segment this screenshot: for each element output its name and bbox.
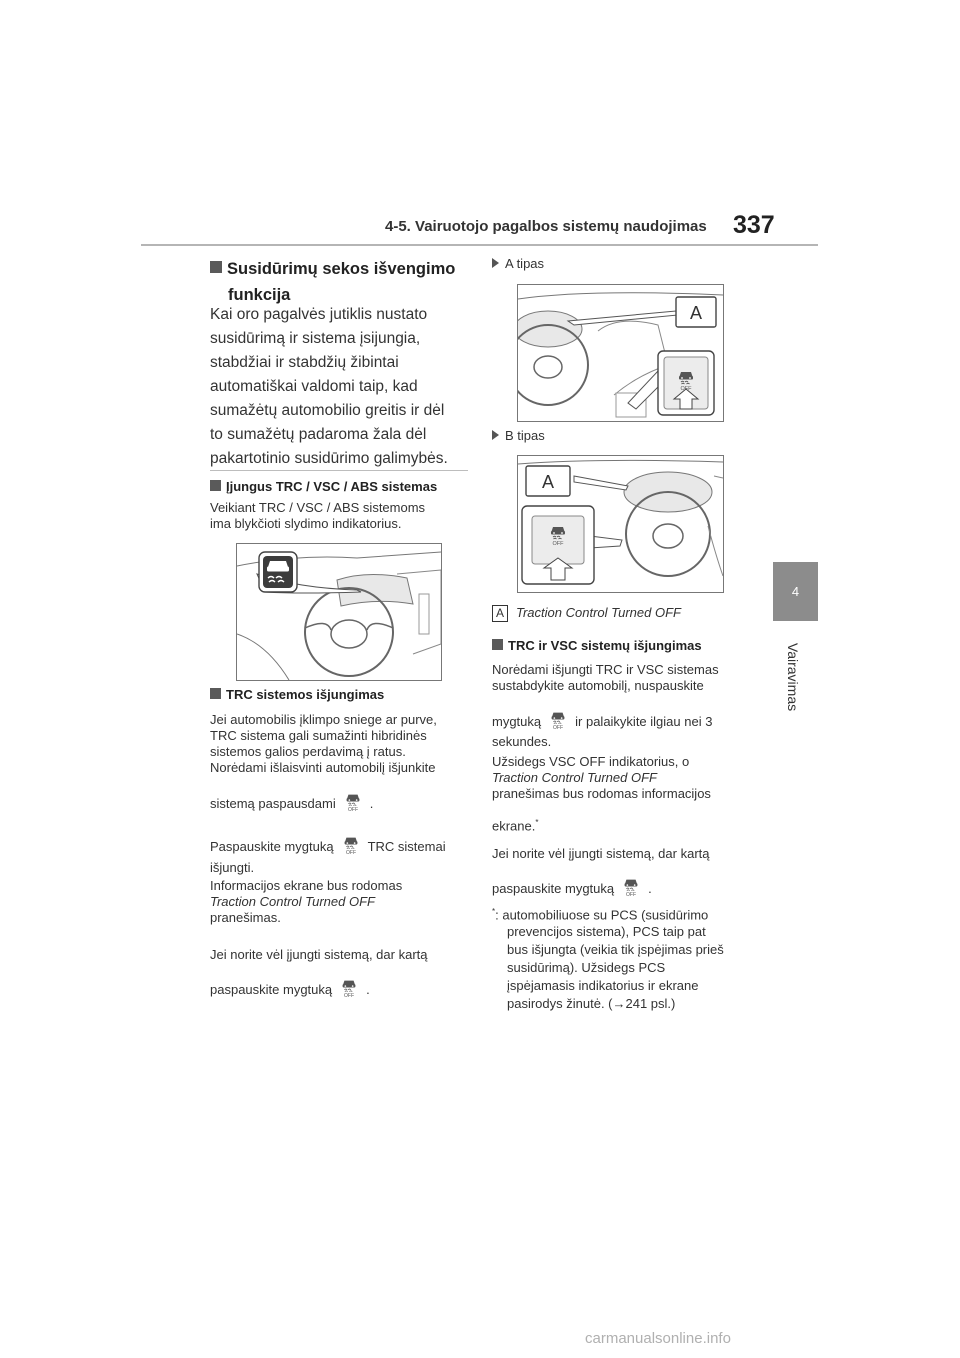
text-line: Jei automobilis įklimpo sniege ar purve, [210, 712, 437, 727]
section-divider [210, 470, 468, 471]
subheading-text: TRC sistemos išjungimas [226, 687, 385, 702]
paragraph-line: pakartotinio susidūrimo galimybės. [210, 450, 448, 467]
heading-line-1: Susidūrimų sekos išvengimo [227, 260, 456, 278]
press-button-end: išjungti. [210, 860, 255, 875]
page-number: 337 [733, 211, 775, 239]
footnote-line: prevencijos sistema), PCS taip pat [507, 924, 706, 940]
text-line: pranešimas bus rodomas informacijos [492, 786, 711, 801]
text-fragment: ir palaikykite ilgiau nei 3 [575, 714, 713, 729]
text-fragment: Paspauskite mygtuką [210, 839, 334, 854]
chapter-label [778, 632, 808, 722]
text-fragment: TRC sistemai [367, 839, 446, 854]
info-display-text [210, 878, 402, 926]
press-button-line [210, 833, 446, 855]
paragraph-line: automatiškai valdomi taip, kad [210, 378, 418, 395]
square-bullet-icon [210, 688, 221, 699]
legend-box-a: A [492, 605, 508, 622]
caption-text: Traction Control Turned OFF [516, 605, 681, 620]
watermark[interactable]: carmanualsonline.info [585, 1330, 731, 1347]
footnote-line: bus išjungta (veikia tik įspėjimas prieš [507, 942, 724, 958]
type-b-text: B tipas [505, 428, 545, 443]
trc-off-button-icon [547, 708, 569, 730]
type-a-text: A tipas [505, 256, 545, 271]
square-bullet-icon [492, 639, 503, 650]
text-fragment: sistemą paspausdami [210, 796, 336, 811]
period: . [366, 982, 370, 997]
footnote-first-line [492, 904, 752, 923]
footnote [492, 904, 752, 1013]
subheading-trc-vsc-off [492, 638, 702, 653]
trc-off-button-icon [620, 875, 642, 897]
hold-button-end: sekundes. [492, 734, 552, 749]
text-line: Norėdami išlaisvinti automobilį išjunkite [210, 760, 436, 775]
dashboard-drawing [237, 544, 441, 680]
trc-vsc-off-text [492, 662, 719, 694]
re-enable-icon-line [210, 976, 370, 998]
message-italic: Traction Control Turned OFF [210, 894, 375, 909]
collision-paragraph [210, 303, 472, 471]
paragraph-line: susidūrimą ir sistema įsijungia, [210, 330, 421, 347]
arrow-bullet-icon [492, 430, 499, 440]
slip-indicator-illustration [236, 543, 442, 681]
footnote-marker: * [492, 907, 496, 916]
subheading-trc-off [210, 687, 384, 702]
text-fragment: paspauskite mygtuką [492, 881, 615, 896]
text-line: Veikiant TRC / VSC / ABS sistemoms [210, 500, 426, 515]
vsc-off-text [492, 754, 711, 802]
header-divider [141, 244, 818, 246]
period: . [369, 796, 374, 811]
text-fragment: paspauskite mygtuką [210, 982, 333, 997]
paragraph-line: stabdžiai ir stabdžių žibintai [210, 354, 399, 371]
square-bullet-icon [210, 480, 221, 491]
square-bullet-icon [210, 261, 222, 273]
re-enable-line-right: Jei norite vėl įjungti sistemą, dar kartą [492, 846, 710, 861]
trc-off-button-icon [340, 833, 362, 855]
footnote-continuation [492, 923, 752, 1013]
trc-off-icon-line [210, 790, 373, 812]
text-fragment: mygtuką [492, 714, 542, 729]
section-title: 4-5. Vairuotojo pagalbos sistemų naudojimas [385, 218, 707, 235]
dashboard-drawing-b [518, 456, 723, 592]
text-fragment: ekrane. [492, 818, 536, 834]
vsc-off-end [492, 815, 539, 834]
text-line: Informacijos ekrane bus rodomas [210, 878, 403, 893]
type-b-label [492, 428, 545, 444]
text-line: sistemos galios perdavimą į ratus. [210, 744, 406, 759]
trc-off-button-icon [342, 790, 364, 812]
subheading-trc-vsc-abs [210, 479, 437, 494]
footnote-ref: * [535, 818, 539, 827]
label-a: A [689, 303, 703, 323]
re-enable-icon-line-right [492, 875, 652, 897]
chapter-label-text: Vairavimas [785, 642, 801, 712]
arrow-bullet-icon [492, 258, 499, 268]
period: . [648, 881, 652, 896]
footnote-line: : automobiliuose su PCS (susidūrimo [495, 907, 709, 923]
legend-caption [492, 605, 681, 622]
text-line: sustabdykite automobilį, nuspauskite [492, 678, 704, 693]
trc-vsc-abs-text [210, 500, 425, 532]
subheading-text: Įjungus TRC / VSC / ABS sistemas [226, 479, 438, 494]
type-a-label [492, 256, 544, 272]
text-line: pranešimas. [210, 910, 281, 925]
message-italic: Traction Control Turned OFF [492, 770, 657, 785]
dashboard-drawing-a [518, 285, 723, 421]
footnote-line: susidūrimą). Užsidegs PCS [507, 960, 666, 976]
text-line: Norėdami išjungti TRC ir VSC sistemas [492, 662, 719, 677]
re-enable-line: Jei norite vėl įjungti sistemą, dar kartą [210, 947, 428, 962]
heading-collision-avoidance [210, 256, 470, 308]
text-line: ima blykčioti slydimo indikatorius. [210, 516, 402, 531]
trc-off-button-icon [338, 976, 360, 998]
footnote-line: įspėjamasis indikatorius ir ekrane [507, 978, 699, 994]
type-a-illustration [517, 284, 724, 422]
text-line: Užsidegs VSC OFF indikatorius, o [492, 754, 690, 769]
paragraph-line: to sumažėtų padaroma žala dėl [210, 426, 427, 443]
chapter-tab: 4 [773, 562, 818, 621]
paragraph-line: Kai oro pagalvės jutiklis nustato [210, 306, 428, 323]
text-line: TRC sistema gali sumažinti hibridinės [210, 728, 427, 743]
trc-off-text [210, 712, 437, 776]
subheading-text: TRC ir VSC sistemų išjungimas [508, 638, 702, 653]
footnote-line: pasirodys žinutė. (→241 psl.) [507, 996, 676, 1012]
paragraph-line: sumažėtų automobilio greitis ir dėl [210, 402, 445, 419]
hold-button-line [492, 708, 712, 730]
type-b-illustration [517, 455, 724, 593]
heading-line-2: funkcija [228, 286, 291, 304]
label-a: A [541, 472, 555, 492]
